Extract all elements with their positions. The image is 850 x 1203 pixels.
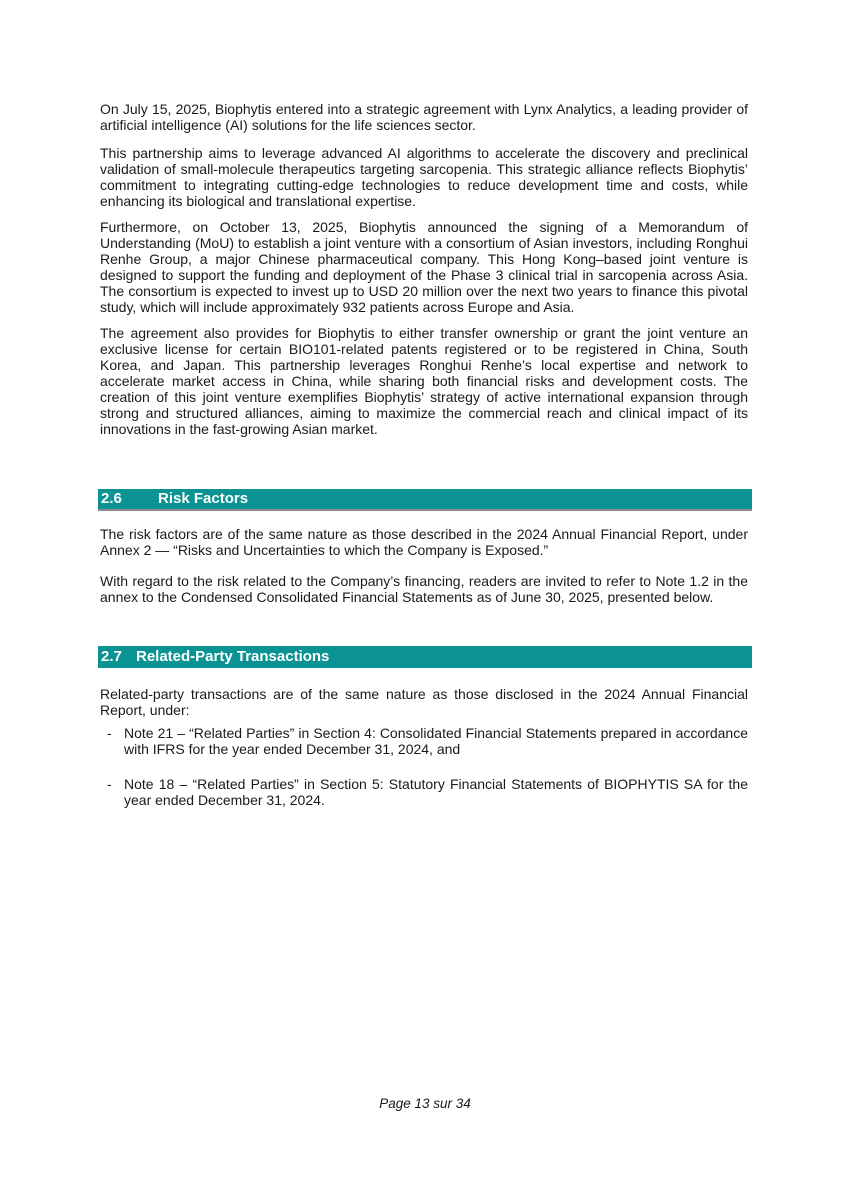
section-header-related-party-transactions — [98, 646, 752, 668]
bullet-marker: - — [107, 725, 112, 741]
section-title: Risk Factors — [158, 490, 249, 507]
body-paragraph-lynx-agreement: On July 15, 2025, Biophytis entered into a strategic agreement with Lynx Analytics, a leading provider of artificial intelligence (AI) solutions for the life sciences sector. — [100, 101, 748, 133]
body-paragraph-risk-factors-2: With regard to the risk related to the Company’s financing, readers are invited to refer to Note 1.2 in the annex to the Condensed Consolidated Financial Statements as of June 30, 2025, presented below. — [100, 573, 748, 605]
bullet-text: Note 21 – “Related Parties” in Section 4: Consolidated Financial Statements prepared in accordance with IFRS for the year ended December 31, 2024, and — [124, 725, 748, 757]
body-paragraph-risk-factors-1: The risk factors are of the same nature as those described in the 2024 Annual Financial Report, under Annex 2 — “Risks and Uncertainties to which the Company is Exposed.” — [100, 526, 748, 558]
bullet-text: Note 18 – “Related Parties” in Section 5: Statutory Financial Statements of BIOPHYTIS SA for the year ended December 31, 2024. — [124, 776, 748, 808]
body-paragraph-ai-partnership: This partnership aims to leverage advanced AI algorithms to accelerate the discovery and preclinical validation of small-molecule therapeutics targeting sarcopenia. This strategic alliance reflects Biophytis’ commitment to integrating cutting-edge technologies to reduce development time and costs, while enhancing its biological and translational expertise. — [100, 145, 748, 209]
page-number: Page 13 sur 34 — [379, 1096, 471, 1111]
section-title: Related-Party Transactions — [136, 648, 330, 665]
body-paragraph-patent-license: The agreement also provides for Biophytis to either transfer ownership or grant the joint venture an exclusive license for certain BIO101-related patents registered or to be registered in China, South Korea, and Japan. This partnership leverages Ronghui Renhe’s local expertise and network to accelerate market access in China, while sharing both financial risks and development costs. The creation of this joint venture exemplifies Biophytis’ strategy of active international expansion through strong and structured alliances, aiming to maximize the commercial reach and clinical impact of its innovations in the fast-growing Asian market. — [100, 325, 748, 437]
body-paragraph-related-party-intro: Related-party transactions are of the same nature as those disclosed in the 2024 Annual Financial Report, under: — [100, 686, 748, 718]
section-number: 2.7 — [101, 648, 122, 665]
bullet-marker: - — [107, 776, 112, 792]
bullet-item-note-18 — [100, 776, 748, 808]
body-paragraph-mou-joint-venture: Furthermore, on October 13, 2025, Biophytis announced the signing of a Memorandum of Understanding (MoU) to establish a joint venture with a consortium of Asian investors, including Ronghui Renhe Group, a major Chinese pharmaceutical company. This Hong Kong–based joint venture is designed to support the funding and deployment of the Phase 3 clinical trial in sarcopenia across Asia. The consortium is expected to invest up to USD 20 million over the next two years to finance this pivotal study, which will include approximately 932 patients across Europe and Asia. — [100, 219, 748, 315]
section-number: 2.6 — [101, 490, 122, 507]
bullet-item-note-21 — [100, 725, 748, 757]
section-header-risk-factors — [98, 489, 752, 511]
